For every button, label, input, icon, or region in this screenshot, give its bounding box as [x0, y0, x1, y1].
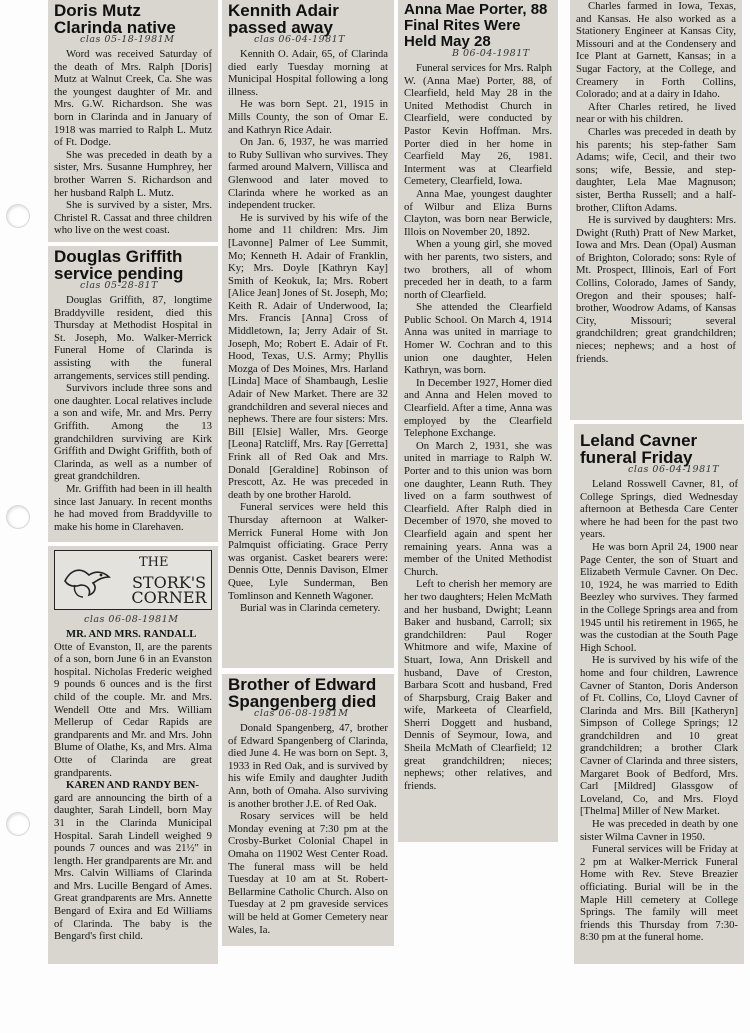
- paragraph: He is survived by his wife of the home and 11 children: Mrs. Jim [Lavonne] Palmer of Lee Summit, Mo; Kenneth H. Adair of Franklin, Ky; Mrs. Doyle [Kathryn Kay] Smith of Keokuk, Ia; Mrs. Robert [Alice Jean] Jones of St. Joseph, Mo; Keith R. Adair of Underwood, Ia; Mrs. Francis [Anna] Cross of Middletown, Ia; Jerry Adair of St. Joseph, Mo; Robert E. Adair of Ft. Hood, Texas, U.S. Army; Phyllis Mozga of Des Moines, Mrs. Harland [Linda] Mace of Shambaugh, Leslie Adair of New Market. There are 32 grandchildren and several nieces and nephews. There are four sisters: Mrs. Bill [Elsie] Waller, Mrs. George [Leona] Ratcliff, Mrs. Ray [Gerretta] Frink all of Red Oak and Mrs. Donald [Geraldine] Robinson of Prescott, Az. He was preceded in death by one brother Harold.: [228, 211, 388, 501]
- paragraph: Douglas Griffith, 87, longtime Braddyville resident, died this Thursday at Methodist Hospital in St. Joseph, Mo. Walker-Merrick Funeral Home of Clarinda is assisting with the funeral arrangements, services still pending.: [54, 294, 212, 382]
- headline: Leland Cavner funeral Friday: [580, 431, 698, 467]
- paragraph: Mr. Griffith had been in ill health since last January. In recent months he had moved from Braddyville to make his home in Clarehaven.: [54, 482, 212, 533]
- paragraph: On Jan. 6, 1937, he was married to Ruby Sullivan who survives. They farmed around Malvern, Villisca and Glenwood and later moved to Clarinda where he worked as an independent trucker.: [228, 136, 388, 212]
- headline: Doris Mutz Clarinda native: [54, 1, 176, 37]
- paragraph: Rosary services will be held Monday evening at 7:30 pm at the Crosby-Burket Colonial Chapel in Omaha on 11902 West Center Road. The funeral mass will be held Tuesday at 10 am at St. Robert-Bellarmine Catholic Church. Also on Tuesday at 2 pm graveside services will be held at Gomer Cemetery near Wales, Ia.: [228, 810, 388, 936]
- paragraph: Anna Mae, youngest daughter of Wilbur and Eliza Burns Clayton, was born near Berwicle, Illois on November 20, 1892.: [404, 187, 552, 238]
- paragraph: He is survived by daughters: Mrs. Dwight (Ruth) Pratt of New Market, Iowa and Mrs. Dean (Opal) Ausman of Brighton, Colorado; sons: Ryle of Mt. Prospect, Illinois, Earl of Fort Collins, Colorado, James of Sandy, Oregon and their spouses; half-brother, Woodrow Adams, of Kansas City, Missouri; several grandchildren; great grandchildren; nieces; nephews; and a host of friends.: [576, 214, 736, 365]
- binder-hole: [6, 505, 30, 529]
- clipping-storks-corner: [48, 546, 218, 964]
- paragraph: Leland Rosswell Cavner, 81, of College Springs, died Wednesday afternoon at Bethesda Care Center where he had been for the past two years.: [580, 478, 738, 541]
- paragraph: Word was received Saturday of the death of Mrs. Ralph [Doris] Mutz at Walnut Creek, Ca. She was the youngest daughter of Mr. and Mrs. G.W. Richardson. She was born in Clarinda and in January of 1918 was married to Ralph L. Mutz of Ft. Dodge.: [54, 48, 212, 149]
- lead-in: MR. AND MRS. RANDALL: [66, 628, 197, 640]
- paragraph: Charles was preceded in death by his parents; his step-father Sam Adams; wife, Cecil, and their two sons; wife, Bessie, and step-daughter, Lela Mae Magnuson; sister, Bertha Russell; and a half-brother, Clifton Adams.: [576, 125, 736, 214]
- paragraph: Donald Spangenberg, 47, brother of Edward Spangenberg of Clarinda, died June 4. He was born on Sept. 3, 1933 in Red Oak, and is survived by his wife Emily and daughter Judith Ann, both of Omaha. Also surviving is another brother J.E. of Red Oak.: [228, 722, 388, 810]
- stork-title: STORK'S CORNER: [131, 573, 207, 607]
- date-stamp: clas 05-18-1981M: [80, 34, 175, 45]
- article-body: [576, 0, 736, 365]
- article-body: [580, 478, 738, 944]
- paragraph: Kennith O. Adair, 65, of Clarinda died early Tuesday morning at Municipal Hospital following a long illness.: [228, 48, 388, 98]
- paragraph: Funeral services were held this Thursday afternoon at Walker-Merrick Funeral Home with Jon Palmquist officiating. Grace Perry was organist. Casket bearers were: Dennis Otte, Dennis Davison, Elmer Quee, Lyle Sunderman, Ben Tomlinson and Kenneth Wagoner.: [228, 501, 388, 602]
- date-stamp: B 06-04-1981T: [452, 48, 530, 59]
- article-body: [228, 48, 388, 615]
- storks-corner-logo: [54, 550, 212, 610]
- clipping-porter: [398, 0, 558, 842]
- stork-the-label: THE: [139, 555, 169, 570]
- paragraph: Left to cherish her memory are her two daughters; Helen McMath and her husband, Dwight; Leann Baker and husband, Carroll; six grandchildren: Paul Roger Whitmore and wife, Maxine of Stuart, Iowa, Ann Driskell and husband, Dave of Creston, Barbara Scott and husband, Fred of Sharpsburg, Craig Baker and wife, Markeeta of Clearfield, Sherri Doggett and husband, Dennis of Seymour, Iowa, and Sheila McMath of Clearfield; 12 great grandchildren; nieces; nephews; other relatives, and friends.: [404, 578, 552, 792]
- clipping-mutz: [48, 0, 218, 242]
- paragraph: Survivors include three sons and one daughter. Local relatives include a son and wife, Mr. and Mrs. Perry Griffith. Among the 13 grandchildren surviving are Kirk Griffith and Dwight Griffith, both of Clarinda, as well as a number of great grandchildren.: [54, 382, 212, 483]
- paragraph: When a young girl, she moved with her parents, two sisters, and two brothers, all of whom preceded her in death, to a farm north of Clearfield.: [404, 238, 552, 301]
- headline: Brother of Edward Spangenberg died: [228, 675, 377, 711]
- date-stamp: clas 05-28-81T: [80, 280, 158, 291]
- headline: Douglas Griffith service pending: [54, 247, 184, 283]
- paragraph: He was born April 24, 1900 near Page Center, the son of Stuart and Elizabeth Vermule Cavner. On Dec. 10, 1924, he was married to Edith Beezley who survives. They farmed in the College Springs area and from 1945 until his retirement in 1965, he was the custodian at the South Page High School.: [580, 540, 738, 654]
- paragraph: Funeral services for Mrs. Ralph W. (Anna Mae) Porter, 88, of Clearfield, held May 28 in the United Methodist Church in Clearfield, were conducted by Pastor Kevin Hoffman. Mrs. Porter died in her home in Cearfield May 26, 1981. Interment was at Clearfield Cemetery, Clearfield, Iowa.: [404, 62, 552, 188]
- clipping-porter-continued: [570, 0, 742, 420]
- date-stamp: clas 06-04-1981T: [254, 34, 346, 45]
- paragraph: After Charles retired, he lived near or with his children.: [576, 100, 736, 126]
- paragraph: She was preceded in death by a sister, Mrs. Susanne Humphrey, her brother Warren S. Richardson and her husband Ralph L. Mutz.: [54, 148, 212, 199]
- date-stamp: clas 06-04-1981T: [628, 464, 720, 475]
- clipping-griffith: [48, 246, 218, 542]
- headline: Kennith Adair passed away: [228, 1, 339, 37]
- paragraph: She attended the Clearfield Public School. On March 4, 1914 Anna was united in marriage to Homer W. Cochran and to this union one daughter, Helen Kathryn, was born.: [404, 301, 552, 377]
- clipping-cavner: [574, 424, 744, 964]
- article-body: [54, 294, 212, 533]
- date-stamp: clas 06-08-1981M: [84, 614, 179, 625]
- paragraph: On March 2, 1931, she was united in marriage to Ralph W. Porter and to this union was born one daughter, Leann Ruth. They lived on a farm southwest of Clearfield. After Ralph died in December of 1970, she moved to Clearfield again and spent her remaining years. Anna was a member of the United Methodist Church.: [404, 439, 552, 578]
- paragraph: Burial was in Clarinda cemetery.: [240, 602, 381, 615]
- paragraph: [54, 779, 212, 792]
- paragraph: He was preceded in death by one sister Wilma Cavner in 1950.: [580, 818, 738, 843]
- headline: Anna Mae Porter, 88 Final Rites Were Held May 28: [404, 1, 548, 50]
- paragraph: He was born Sept. 21, 1915 in Mills County, the son of Omar E. and Kathryn Rice Adair.: [228, 98, 388, 136]
- stork-icon: [61, 561, 113, 601]
- article-body: [404, 62, 552, 792]
- lead-in: KAREN AND RANDY BEN-: [66, 779, 199, 792]
- binder-hole: [6, 812, 30, 836]
- paragraph: Funeral services will be Friday at 2 pm at Walker-Merrick Funeral Home with Rev. Steve Breazier officiating. Burial will be in the Maple Hill cemetery at College Springs. The family will meet friends this Thursday from 7:30-8:30 pm at the funeral home.: [580, 843, 738, 944]
- paragraph: Charles farmed in Iowa, Texas, and Kansas. He also worked as a Stationery Engineer at Kansas City, Missouri and at the Condensery and Ice Plant at Garnett, Kansas; in a Sugar Factory, at the College, and Creamery in Forth Collins, Colorado; and at a dairy in Idaho.: [576, 0, 736, 101]
- article-body: [54, 48, 212, 237]
- date-stamp: clas 06-08-1981M: [254, 708, 349, 719]
- paragraph: [54, 628, 212, 641]
- paragraph: In December 1927, Homer died and Anna and Helen moved to Clearfield. After a time, Anna was employed by the Clearfield Telephone Exchange.: [404, 376, 552, 440]
- paragraph: She is survived by a sister, Mrs. Christel R. Cassat and three children who live on the west coast.: [54, 199, 212, 237]
- paragraph: He is survived by his wife of the home and four children, Lawrence Cavner of Stanton, Doris Anderson of Ft. Collins, Co, Lloyd Cavner of Clarinda and Mrs. Bill [Katheryn] Simpson of College Springs; 12 grandchildren and 10 great grandchildren; a brother Clark Cavner of Clarinda and three sisters, Margaret Book of Bedford, Mrs. Carl [Mildred] Glassgow of Loveland, Co, and Mrs. Floyd [Thelma] Miller of New Market.: [580, 654, 738, 818]
- clipping-adair: [222, 0, 394, 668]
- paragraph: Otte of Evanston, Il, are the parents of a son, born June 6 in an Evanston hospital. Nicholas Frederic weighed 9 pounds 6 ounces and is the first child of the couple. Mr. and Mrs. Wendell Otte and Mrs. William Mellerup of Cedar Rapids are grandparents and Mr. and Mrs. John Blume of Olathe, Ks, and Mrs. Alma Otte of Clarinda are great grandparents.: [54, 640, 212, 779]
- paragraph: gard are announcing the birth of a daughter, Sarah Lindell, born May 31 in the Clarinda Municipal Hospital. Sarah Lindell weighed 9 pounds 7 ounces and was 21½" in length. Her grandparents are Mr. and Mrs. Calvin Williams of Clarinda and Mrs. Lucille Bengard of Ames. Great grandparents are Mrs. Annette Bengard of Exira and Ed Williams of Clarinda. The baby is the Bengard's first child.: [54, 791, 212, 943]
- article-body: [54, 628, 212, 943]
- clipping-spangenberg: [222, 674, 394, 946]
- binder-hole: [6, 204, 30, 228]
- article-body: [228, 722, 388, 936]
